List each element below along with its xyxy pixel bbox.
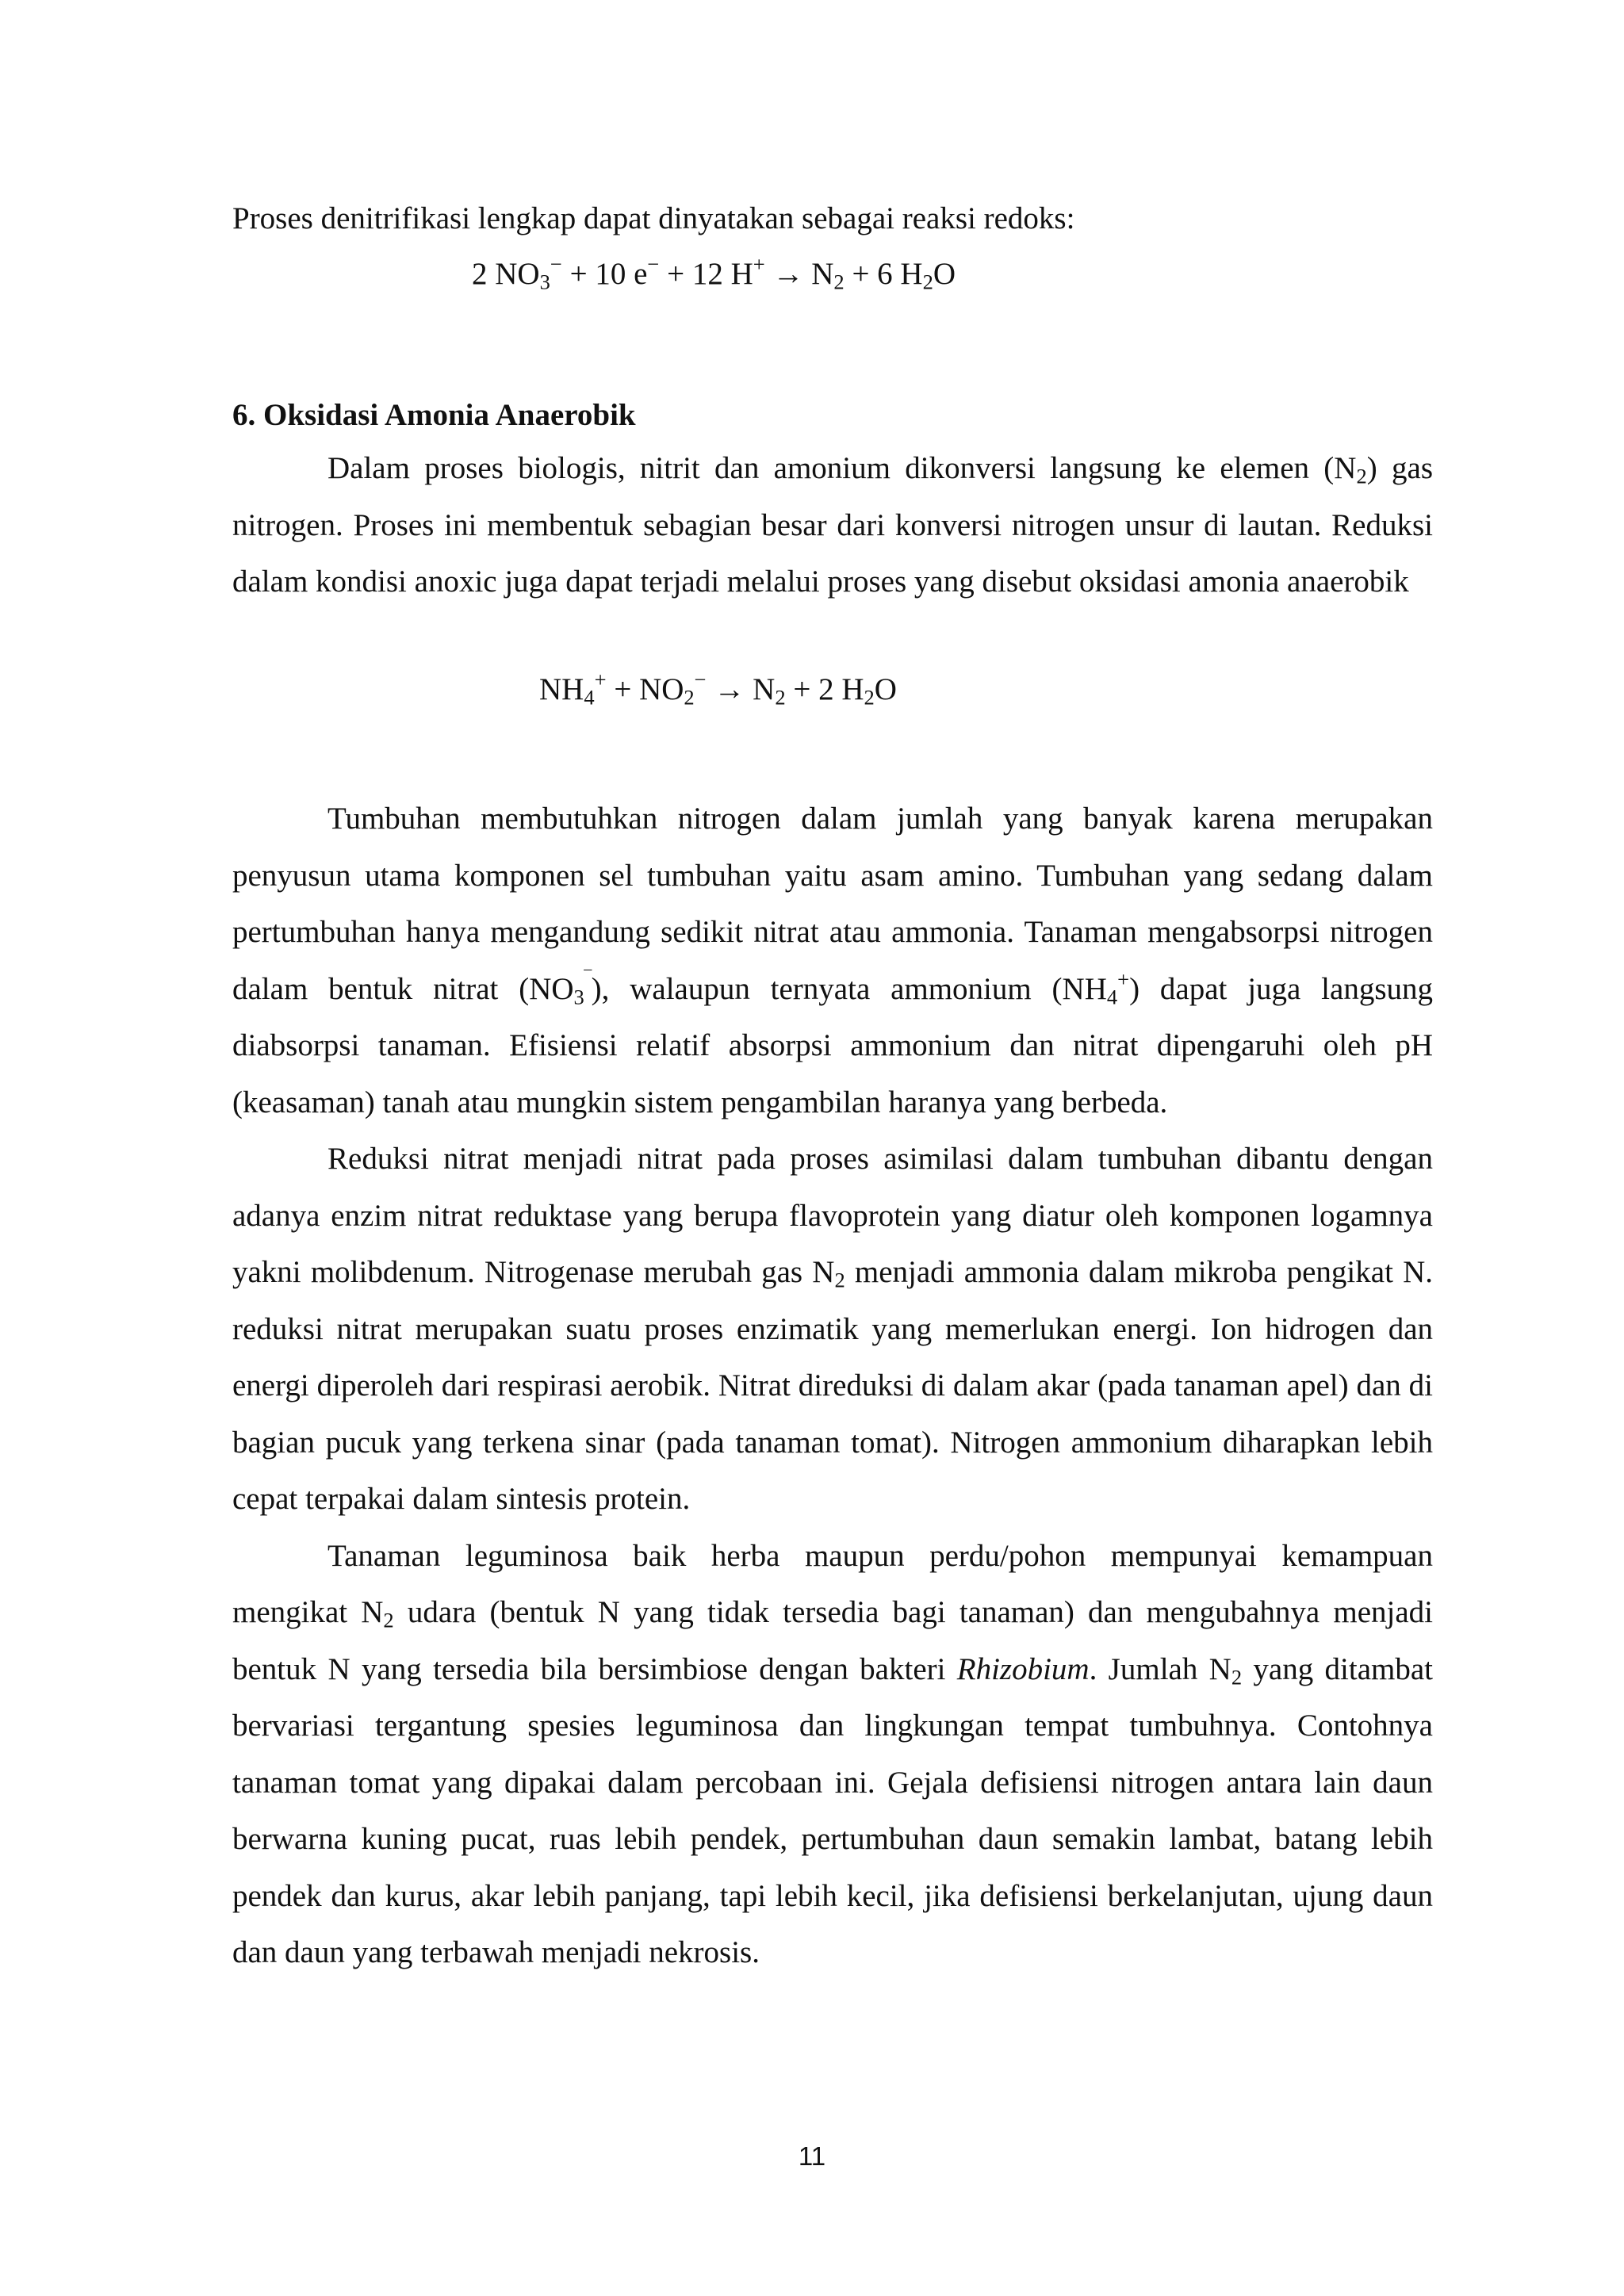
eq1-term: O — [933, 257, 956, 291]
paragraph-text: Tumbuhan membutuhkan nitrogen dalam jumlah yang banyak karena merupakan penyusun utama komponen sel tumbuhan yaitu asam amino. Tumbuhan yang sedang dalam pertumbuhan hanya mengandung sedikit nitrat atau ammonia. Tanaman mengabsorpsi nitrogen dalam bentuk nitrat (NO — [232, 802, 1433, 1006]
paragraph-text: Tanaman leguminosa baik herba maupun perdu/pohon mempunyai kemampuan mengikat N — [232, 1538, 1433, 1629]
paragraph-text: ), walaupun ternyata ammonium (NH — [591, 971, 1107, 1006]
eq2-term: O — [874, 672, 897, 706]
eq1-subscript: 3 — [539, 270, 550, 294]
equation-denitrification — [472, 251, 956, 298]
paragraph-italic-term: Rhizobium — [956, 1651, 1090, 1686]
eq2-term: + NO — [606, 672, 684, 706]
eq2-superscript: + — [594, 668, 607, 692]
body-paragraphs — [232, 790, 1433, 1981]
paragraph-subscript: 2 — [383, 1608, 394, 1632]
eq2-term: → N — [706, 672, 776, 706]
paragraph-text: yang ditambat bervariasi tergantung spesies leguminosa dan lingkungan tempat tumbuhnya. Contohnya tanaman tomat yang dipakai dalam percobaan ini. Gejala defisiensi nitrogen antara lain daun berwarna kuning pucat, ruas lebih pendek, pertumbuhan daun semakin lambat, batang lebih pendek dan kurus, akar lebih panjang, tapi lebih kecil, jika defisiensi berkelanjutan, ujung daun dan daun yang terbawah menjadi nekrosis. — [232, 1651, 1433, 1969]
paragraph-subscript: 2 — [834, 1268, 845, 1292]
paragraph-text: menjadi ammonia dalam mikroba pengikat N. reduksi nitrat merupakan suatu proses enzimatik yang memerlukan energi. Ion hidrogen dan energi diperoleh dari respirasi aerobik. Nitrat direduksi di dalam akar (pada tanaman apel) dan di bagian pucuk yang terkena sinar (pada tanaman tomat). Nitrogen ammonium diharapkan lebih cepat terpakai dalam sintesis protein. — [232, 1255, 1433, 1516]
paragraph-text: udara (bentuk N yang tidak tersedia bagi tanaman) dan mengubahnya menjadi bentuk N yang tersedia bila bersimbiose dengan bakteri — [232, 1595, 1433, 1686]
intro-text: Proses denitrifikasi lengkap dapat dinyatakan sebagai reaksi redoks: — [232, 201, 1075, 235]
paragraph-text: ) gas nitrogen. Proses ini membentuk sebagian besar dari konversi nitrogen unsur di lautan. Reduksi dalam kondisi anoxic juga dapat terjadi melalui proses yang disebut oksidasi amonia anaerobik — [232, 451, 1434, 599]
paragraph-text: Dalam proses biologis, nitrit dan amonium dikonversi langsung ke elemen (N — [327, 451, 1357, 485]
eq1-subscript: 2 — [833, 270, 845, 294]
eq2-subscript: 2 — [684, 685, 695, 710]
eq1-subscript: 2 — [922, 270, 933, 294]
paragraph-text: Reduksi nitrat menjadi nitrat pada proses asimilasi dalam tumbuhan dibantu dengan adanya enzim nitrat reduktase yang berupa flavoprotein yang diatur oleh komponen logamnya yakni molibdenum. Nitrogenase merubah gas N — [232, 1142, 1433, 1289]
eq1-term: + 6 H — [844, 257, 923, 291]
paragraph-superscript: ‾ — [584, 966, 592, 991]
paragraph-superscript: + — [1117, 966, 1130, 991]
paragraph-nitrogen-uptake — [232, 790, 1433, 1131]
section-heading: 6. Oksidasi Amonia Anaerobik — [232, 398, 636, 432]
eq2-superscript: − — [694, 668, 707, 692]
paragraph-subscript: 4 — [1106, 985, 1118, 1009]
eq1-term: + 12 H — [659, 257, 753, 291]
paragraph-text: . Jumlah N — [1089, 1651, 1231, 1686]
eq2-subscript: 2 — [775, 685, 786, 710]
eq2-subscript: 2 — [864, 685, 875, 710]
eq2-term: NH — [539, 672, 584, 706]
section-paragraph-1 — [232, 440, 1433, 610]
eq1-term: 2 NO — [472, 257, 540, 291]
eq1-term: → N — [764, 257, 834, 291]
paragraph-text: ) dapat juga langsung diabsorpsi tanaman. Efisiensi relatif absorpsi ammonium dan nitrat dipengaruhi oleh pH (keasaman) tanah atau mungkin sistem pengambilan haranya yang berbeda. — [232, 971, 1433, 1119]
eq2-subscript: 4 — [584, 685, 595, 710]
eq1-term: + 10 e — [561, 257, 648, 291]
eq1-superscript: − — [647, 252, 660, 277]
eq1-superscript: + — [753, 252, 765, 277]
page-number: 11 — [798, 2141, 826, 2171]
paragraph-subscript: 2 — [1231, 1665, 1243, 1689]
eq2-term: + 2 H — [785, 672, 864, 706]
eq1-superscript: − — [550, 252, 562, 277]
equation-anammox — [539, 666, 897, 714]
paragraph-nitrate-reduction — [232, 1131, 1433, 1528]
paragraph-subscript: 3 — [573, 985, 584, 1009]
paragraph-subscript: 2 — [1356, 464, 1367, 488]
paragraph-legumes — [232, 1528, 1433, 1981]
intro-line — [232, 190, 1433, 247]
